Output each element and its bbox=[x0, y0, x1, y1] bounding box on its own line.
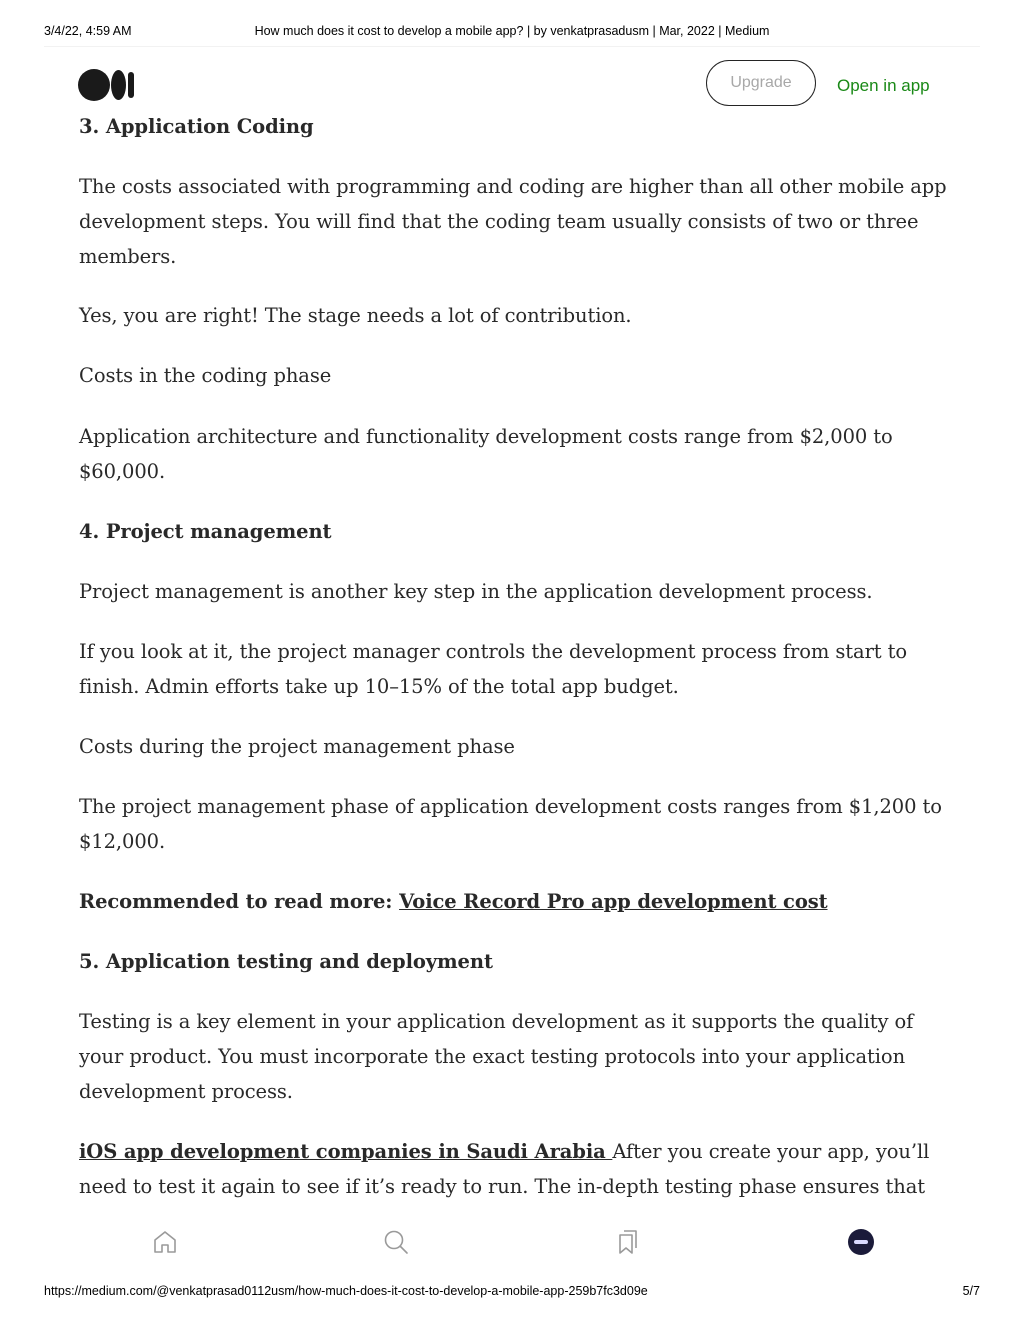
print-title: How much does it cost to develop a mobile app? | by venkatprasadusm | Mar, 2022 | Medium bbox=[254, 24, 770, 38]
nav-profile[interactable] bbox=[841, 1222, 881, 1262]
paragraph: Testing is a key element in your application development as it supports the quality of your product. You must incorporate the exact testing protocols into your application development process. bbox=[79, 1010, 914, 1103]
logo-circle-large bbox=[78, 69, 110, 101]
recommended-label: Recommended to read more: bbox=[79, 890, 400, 913]
section-heading-testing: 5. Application testing and deployment bbox=[79, 950, 493, 973]
medium-logo[interactable] bbox=[78, 69, 138, 101]
recommended-link[interactable]: Voice Record Pro app development cost bbox=[399, 890, 828, 913]
print-footer bbox=[0, 1284, 1024, 1302]
paragraph-text: After you create your app, you’ll need to test it again to see if it’s ready to run. The in-depth testing phase ensures that bbox=[79, 1140, 930, 1198]
paragraph: Yes, you are right! The stage needs a lot of contribution. bbox=[79, 304, 632, 327]
print-page-number: 5/7 bbox=[962, 1284, 980, 1298]
print-header bbox=[0, 24, 1024, 42]
nav-search[interactable] bbox=[376, 1222, 416, 1262]
paragraph: Costs during the project management phase bbox=[79, 735, 515, 758]
upgrade-button[interactable]: Upgrade bbox=[706, 60, 816, 106]
ios-companies-link[interactable]: iOS app development companies in Saudi Arabia bbox=[79, 1140, 613, 1163]
section-heading-project-management: 4. Project management bbox=[79, 520, 332, 543]
top-bar bbox=[44, 46, 980, 117]
print-url: https://medium.com/@venkatprasad0112usm/how-much-does-it-cost-to-develop-a-mobile-app-259b7fc3d09e bbox=[44, 1284, 648, 1298]
paragraph bbox=[79, 1134, 949, 1204]
paragraph: Project management is another key step in the application development process. bbox=[79, 580, 873, 603]
avatar bbox=[848, 1229, 874, 1255]
bookmarks-icon bbox=[614, 1228, 642, 1256]
section-heading-coding: 3. Application Coding bbox=[79, 115, 314, 138]
paragraph: The project management phase of application development costs ranges from $1,200 to $12,000. bbox=[79, 795, 942, 853]
nav-home[interactable] bbox=[145, 1222, 185, 1262]
paragraph: If you look at it, the project manager controls the development process from start to finish. Admin efforts take up 10–15% of the total app budget. bbox=[79, 640, 908, 698]
logo-ellipse-medium bbox=[111, 70, 126, 100]
open-in-app-link[interactable]: Open in app bbox=[837, 76, 930, 95]
nav-bookmarks[interactable] bbox=[608, 1222, 648, 1262]
search-icon bbox=[382, 1228, 410, 1256]
paragraph: Application architecture and functionality development costs range from $2,000 to $60,000. bbox=[79, 425, 893, 483]
paragraph: Costs in the coding phase bbox=[79, 364, 332, 387]
logo-ellipse-small bbox=[128, 72, 134, 98]
paragraph: The costs associated with programming and coding are higher than all other mobile app development steps. You will find that the coding team usually consists of two or three members. bbox=[79, 175, 947, 268]
home-icon bbox=[151, 1228, 179, 1256]
bottom-nav bbox=[44, 1208, 980, 1278]
print-date: 3/4/22, 4:59 AM bbox=[44, 24, 132, 38]
recommended-paragraph bbox=[79, 884, 949, 919]
